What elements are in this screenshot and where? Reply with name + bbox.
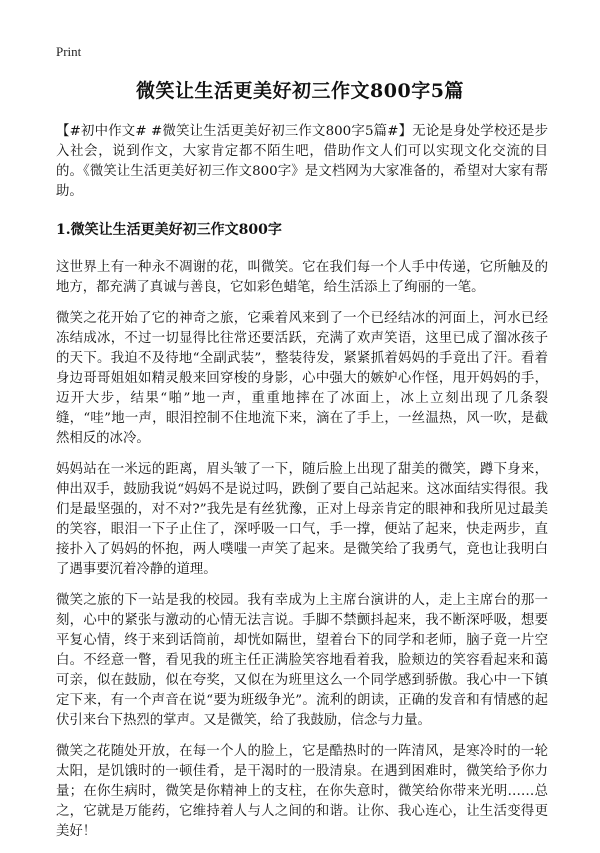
article-paragraph-3: 妈妈站在一米远的距离，眉头皱了一下，随后脸上出现了甜美的微笑，蹲下身来，伸出双手，鼓励我说“妈妈不是说过吗，跌倒了要自己站起来。这冰面结实得很。我们是最坚强的，对不对?”我先是有丝犹豫，正对上母亲肯定的眼神和我所见过最美的笑容，眼泪一下子止住了，深呼吸一口气，手一撑，便站了起来，快走两步，直接扑入了妈妈的怀抱，两人噗嗤一声笑了起来。是微笑给了我勇气，竟也让我明白了遇事要沉着冷静的道理。 bbox=[56, 462, 548, 577]
article-paragraph-1: 这世界上有一种永不凋谢的花，叫微笑。它在我们每一个人手中传递，它所触及的地方，都充满了真诚与善良，它如彩色蜡笔，给生活添上了绚丽的一笔。 bbox=[56, 260, 548, 295]
print-link[interactable]: Print bbox=[56, 44, 82, 59]
article-body bbox=[56, 122, 548, 853]
article-paragraph-5: 微笑之花随处开放，在每一个人的脸上，它是酷热时的一阵清风，是寒冷时的一轮太阳，是饥饿时的一顿佳肴，是干渴时的一股清泉。在遇到困难时，微笑给予你力量；在你生病时，微笑是你精神上的支柱，在你失意时，微笑给你带来光明……总之，它就是万能药，它维持着人与人之间的和谐。让你、我心连心，让生活变得更美好！ bbox=[56, 744, 548, 839]
section-heading: 1.微笑让生活更美好初三作文800字 bbox=[56, 222, 282, 238]
article-paragraph-2: 微笑之花开始了它的神奇之旅，它乘着风来到了一个已经结冰的河面上，河水已经冻结成冰，不过一切显得比往常还要活跃，充满了欢声笑语，这里已成了溜冰孩子的天下。我迫不及待地“全副武装”，整装待发，紧紧抓着妈妈的手竟出了汗。看着身边哥哥姐姐如精灵般来回穿梭的身影，心中强大的嫉妒心作怪，甩开妈妈的手，迈开大步，结果“啪”地一声，重重地摔在了冰面上，冰上立刻出现了几条裂缝，“哇”地一声，眼泪控制不住地流下来，滴在了手上，一丝温热，风一吹，是截然相反的冰冷。 bbox=[56, 311, 548, 446]
intro-paragraph: 【#初中作文# #微笑让生活更美好初三作文800字5篇#】无论是身处学校还是步入社会，说到作文，大家肯定都不陌生吧，借助作文人们可以实现文化交流的目的。《微笑让生活更美好初三作文800字》是文档网为大家准备的，希望对大家有帮助。 bbox=[56, 124, 548, 199]
article-paragraph-4: 微笑之旅的下一站是我的校园。我有幸成为上主席台演讲的人，走上主席台的那一刻，心中的紧张与激动的心情无法言说。手脚不禁颤抖起来，我不断深呼吸，想要平复心情，终于来到话筒前，却恍如隔世，望着台下的同学和老师，脑子竟一片空白。不经意一瞥，看见我的班主任正满脸笑容地看着我，脸颊边的笑容看起来和蔼可亲，似在鼓励，似在夸奖，又似在为班里这么一个同学感到骄傲。我心中一下镇定下来，有一个声音在说“要为班级争光”。流利的朗读，正确的发音和有情感的起伏引来台下热烈的掌声。又是微笑，给了我鼓励，信念与力量。 bbox=[56, 593, 548, 728]
document-title: 微笑让生活更美好初三作文800字5篇 bbox=[136, 80, 464, 102]
